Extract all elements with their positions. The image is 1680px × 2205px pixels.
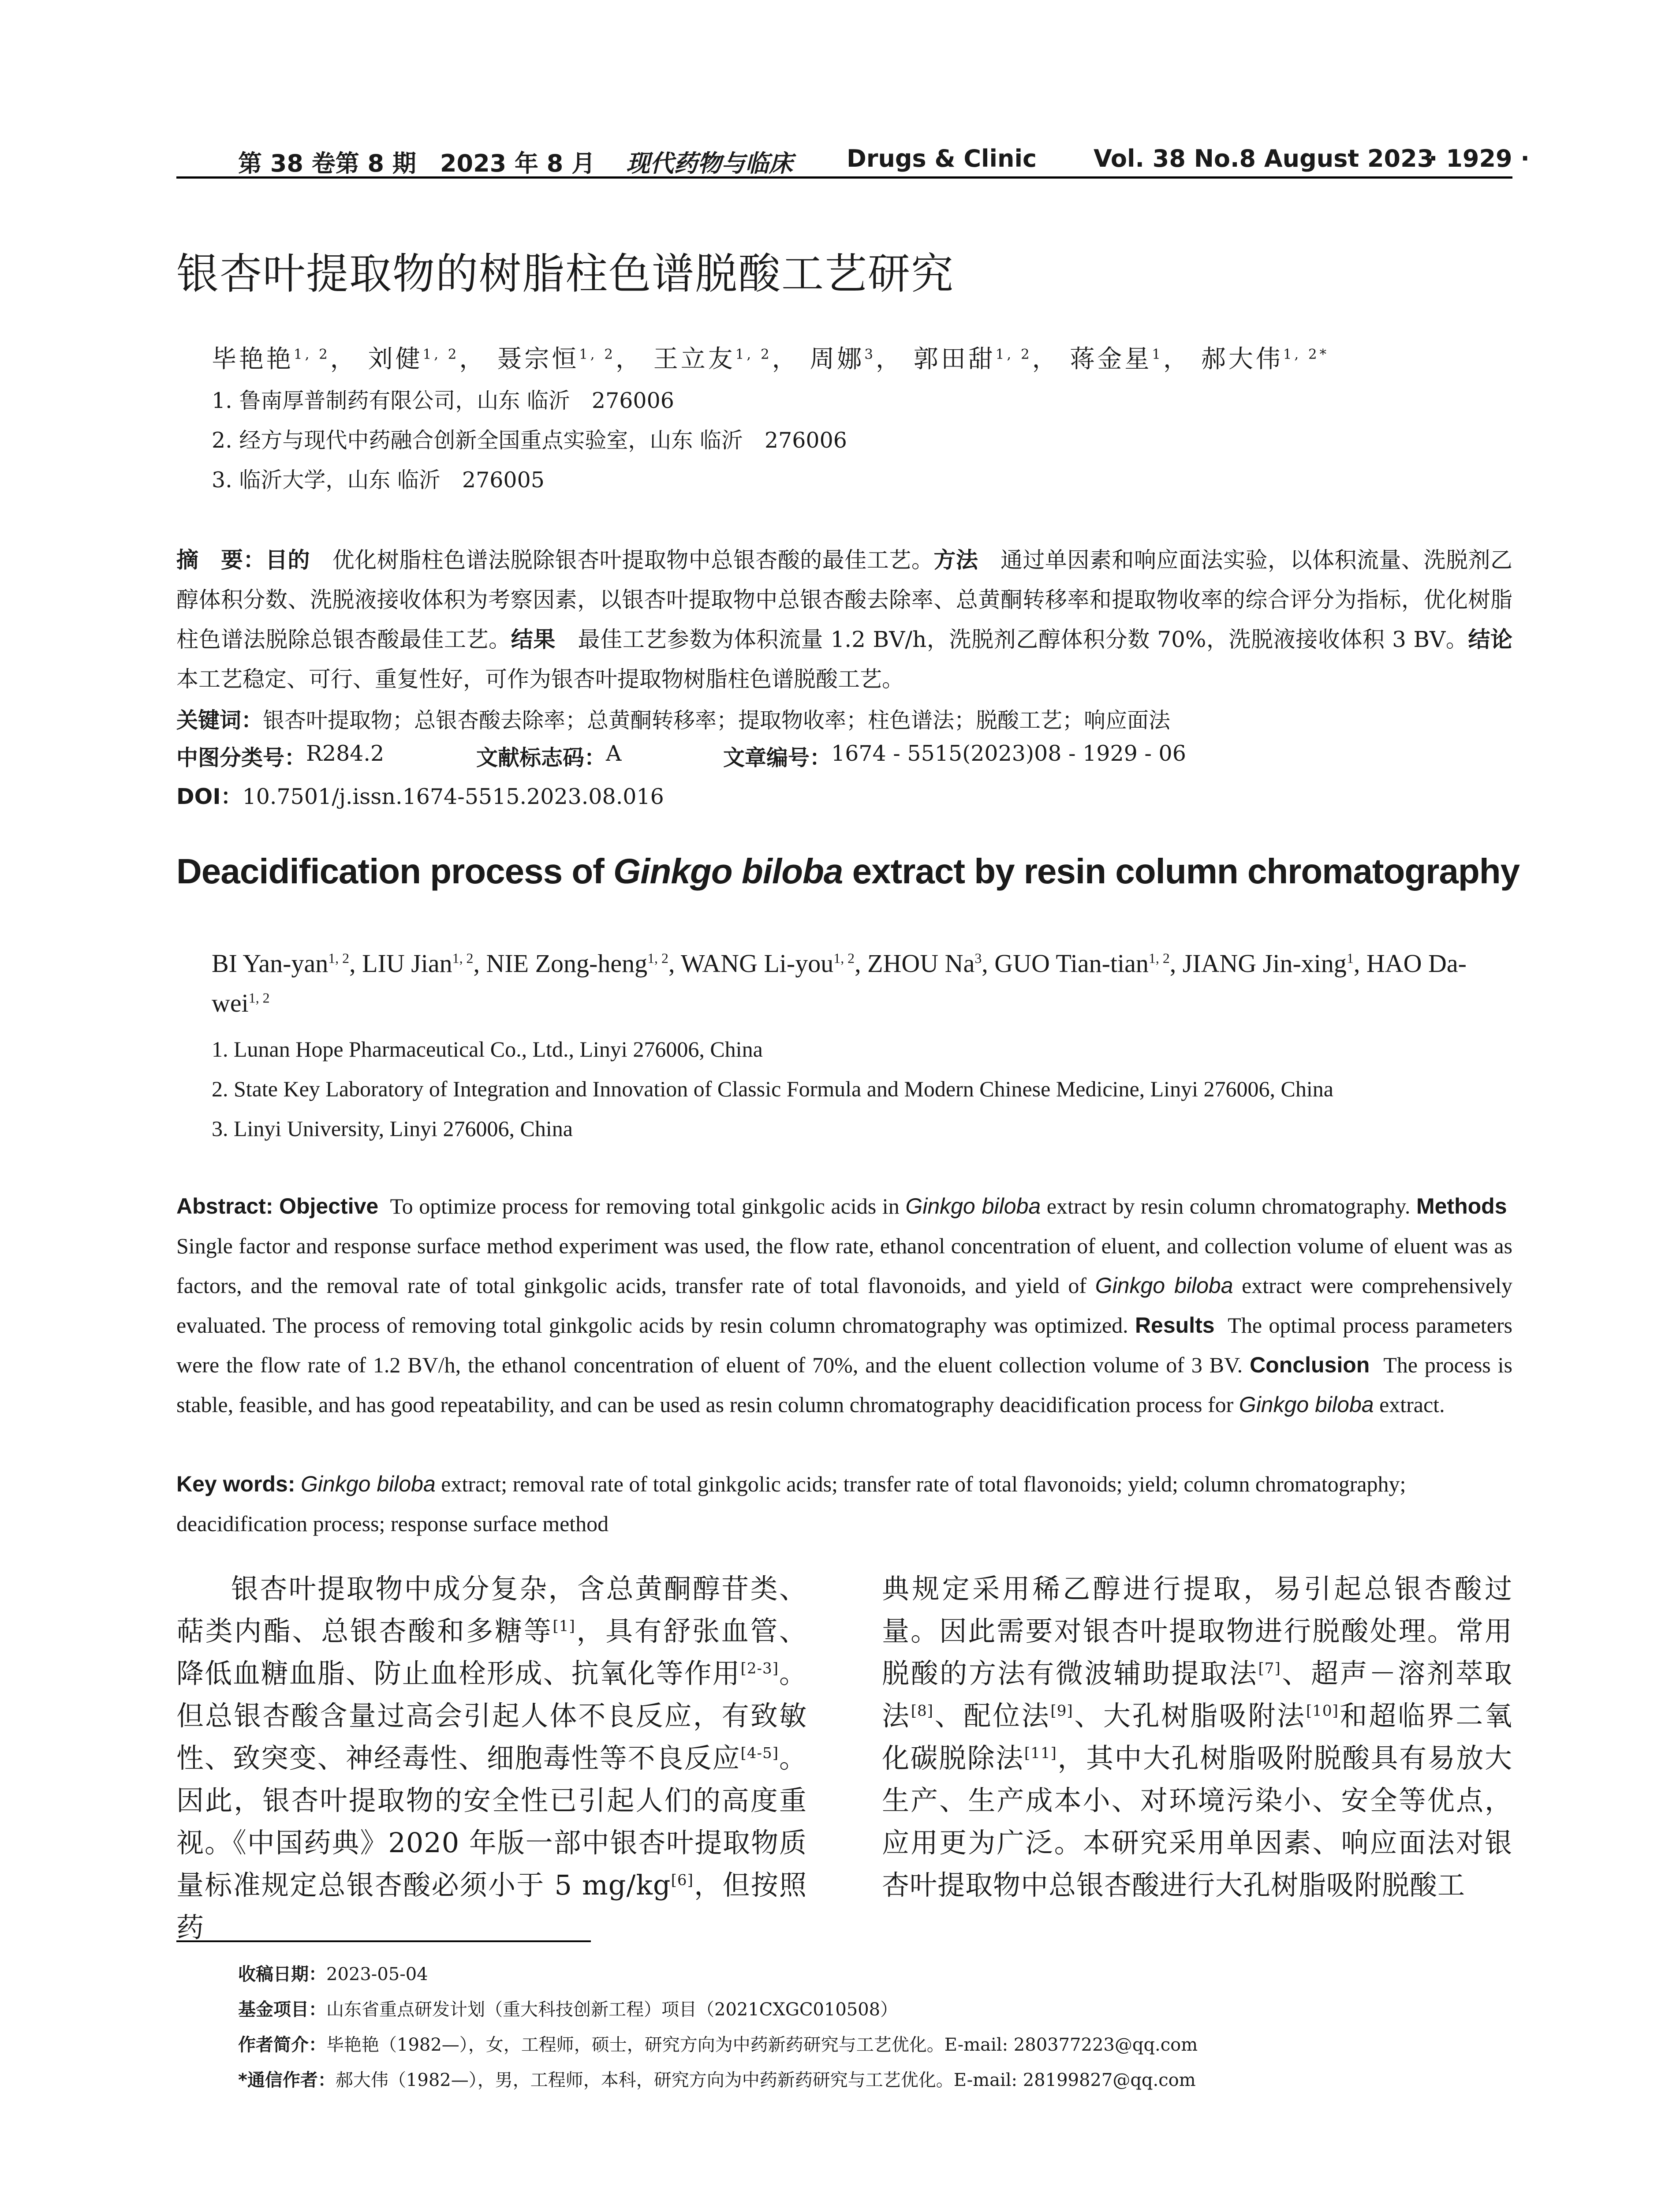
author-affiliation-mark: 1, 2 — [647, 950, 668, 966]
body-text: 银杏叶提取物中成分复杂，含总黄酮醇苷类、萜类内酯、总银杏酸和多糖等 — [176, 1573, 807, 1647]
abstract-cn — [176, 540, 1512, 699]
citation: [4-5] — [740, 1744, 779, 1762]
conclusion-label: Conclusion — [1250, 1353, 1370, 1377]
citation: [2-3] — [740, 1659, 779, 1678]
body-text: ，但按照药 — [176, 1869, 807, 1943]
footnote-text: 2023-05-04 — [326, 1964, 428, 1984]
author-affiliation-mark: 1 — [1346, 950, 1354, 966]
author-cn: 王立友 — [653, 345, 735, 374]
header-journal-cn: 现代药物与临床 — [626, 149, 793, 177]
author-en: BI Yan-yan — [212, 949, 329, 978]
keywords-label: 关键词： — [176, 708, 263, 733]
body-text: 、超声－溶剂萃取法 — [882, 1657, 1512, 1732]
author-cn: 刘健 — [368, 345, 423, 374]
title-cn: 银杏叶提取物的树脂柱色谱脱酸工艺研究 — [176, 249, 954, 299]
author-affiliation-mark: 1, 2 — [294, 346, 330, 363]
doi-label: DOI： — [176, 784, 243, 809]
results-label: Results — [1135, 1313, 1215, 1338]
title-en-part: extract by resin column chromatography — [843, 852, 1520, 891]
doi-value: 10.7501/j.issn.1674-5515.2023.08.016 — [242, 784, 664, 809]
header-journal-en: Drugs & Clinic — [847, 145, 1037, 172]
author-affiliation-mark: 1, 2 — [452, 950, 474, 966]
methods-label: 方法 — [933, 547, 978, 573]
author-affiliation-mark: 1, 2 — [833, 950, 855, 966]
article-no-label: 文章编号： — [723, 745, 832, 770]
conclusion-label: 结论 — [1468, 627, 1513, 652]
author-affiliation-mark: 3 — [974, 950, 982, 966]
author-affiliation-mark: 1, 2 — [422, 346, 459, 363]
clc-value: R284.2 — [306, 741, 385, 766]
body-text: 。但总银杏酸含量过高会引起人体不良反应，有致敏性、致突变、神经毒性、细胞毒性等不良反应 — [176, 1657, 807, 1774]
author-affiliation-mark: 1, 2 — [579, 346, 616, 363]
authors-cn: 毕艳艳$^{1, 2}$， 刘健$^{1, 2}$， 聂宗恒$^{1, 2}$， 王立友$^{1, 2}$， 周娜$^3$， 郭田甜$^{1, 2}$， 蒋金星$^1$， 郝大伟$^{1, 2*}$ — [212, 345, 1329, 374]
citation: [6] — [671, 1871, 694, 1889]
abstract-label: 摘 要： — [176, 547, 266, 573]
affiliation-en: 2. State Key Laboratory of Integration and Innovation of Classic Formula and Modern Chinese Medicine, Linyi 276006, China — [212, 1076, 1333, 1101]
body-text: 、大孔树脂吸附法 — [1073, 1700, 1306, 1732]
doc-code-value: A — [606, 741, 622, 766]
author-en: WANG Li-you — [680, 949, 834, 978]
author-affiliation-mark: 1, 2 — [248, 990, 270, 1006]
author-affiliation-mark: 1, 2 — [995, 346, 1032, 363]
footnote-text: 毕艳艳（1982—），女，工程师，硕士，研究方向为中药新药研究与工艺优化。E-mail: 280377223@qq.com — [326, 2035, 1198, 2055]
author-cn: 郝大伟 — [1201, 345, 1283, 374]
methods-text: extract were comprehensively evaluated. The process of removing total ginkgolic acids by resin column chromatography was optimized. — [176, 1273, 1512, 1338]
body-column-right — [882, 1568, 1512, 1906]
author-en: JIANG Jin-xing — [1182, 949, 1347, 978]
keywords-label: Key words: — [176, 1472, 295, 1496]
affiliation-cn: 1. 鲁南厚普制药有限公司，山东 临沂 276006 — [212, 388, 674, 413]
author-affiliation-mark: 1 — [1152, 346, 1163, 363]
author-en: GUO Tian-tian — [994, 949, 1149, 978]
footnote-received — [238, 1960, 428, 1985]
running-header — [176, 141, 1530, 179]
results-label: 结果 — [511, 627, 556, 652]
affiliation-cn: 2. 经方与现代中药融合创新全国重点实验室，山东 临沂 276006 — [212, 428, 847, 453]
abstract-label: Abstract: — [176, 1194, 273, 1218]
title-en — [176, 851, 1519, 892]
title-en-part: Deacidification process of — [176, 852, 614, 891]
body-text: 和超临界二氧化碳脱除法 — [882, 1700, 1512, 1774]
authors-en: BI Yan-yan$^{1, 2}$, LIU Jian$^{1, 2}$, NIE Zong-heng$^{1, 2}$, WANG Li-you$^{1, 2}$, ZHOU Na$^3$, GUO Tian-tian$^{1, 2}$, JIANG Jin-xing$^1$, HAO Da-wei$^{1, 2}$ — [212, 949, 1467, 1017]
footnote-text: 山东省重点研发计划（重大科技创新工程）项目（2021CXGC010508） — [326, 1999, 898, 2020]
species-name: Ginkgo biloba — [1095, 1273, 1233, 1298]
objective-text: extract by resin column chromatography. — [1041, 1194, 1411, 1218]
footnote-funding — [238, 1996, 898, 2021]
title-en-species: Ginkgo biloba — [613, 852, 843, 891]
species-name: Ginkgo biloba — [905, 1194, 1041, 1218]
body-text: 典规定采用稀乙醇进行提取，易引起总银杏酸过量。因此需要对银杏叶提取物进行脱酸处理。常用脱酸的方法有微波辅助提取法 — [882, 1573, 1512, 1689]
affiliation-en: 3. Linyi University, Linyi 276006, China — [212, 1116, 573, 1141]
citation: [10] — [1306, 1702, 1339, 1720]
footnote-label: 基金项目： — [238, 1999, 326, 2020]
header-issue-en: Vol. 38 No.8 August 2023 — [1094, 145, 1434, 172]
objective-label: Objective — [279, 1194, 379, 1218]
author-cn: 毕艳艳 — [212, 345, 294, 374]
article-no-value: 1674 - 5515(2023)08 - 1929 - 06 — [831, 741, 1186, 766]
keywords-cn — [176, 703, 1170, 734]
keywords-text: extract; removal rate of total ginkgolic acids; transfer rate of total flavonoids; yield; column chromatography; deacidification process; response surface method — [176, 1472, 1406, 1536]
conclusion-text: The process is stable, feasible, and has good repeatability, and can be used as resin column chromatography deacidification process for — [176, 1353, 1513, 1417]
clc-label: 中图分类号： — [176, 745, 306, 770]
conclusion-text: extract. — [1374, 1392, 1445, 1417]
footnote-text: 郝大伟（1982—），男，工程师，本科，研究方向为中药新药研究与工艺优化。E-mail: 28199827@qq.com — [335, 2070, 1196, 2090]
citation: [11] — [1024, 1744, 1057, 1762]
author-en: LIU Jian — [362, 949, 452, 978]
doc-code-label: 文献标志码： — [476, 745, 606, 770]
author-en: NIE Zong-heng — [486, 949, 648, 978]
methods-text: 通过单因素和响应面法实验，以体积流量、洗脱剂乙醇体积分数、洗脱液接收体积为考察因素，以银杏叶提取物中总银杏酸去除率、总黄酮转移率和提取物收率的综合评分为指标，优化树脂柱色谱法脱除总银杏酸最佳工艺。 — [176, 547, 1513, 652]
author-cn: 蒋金星 — [1070, 345, 1152, 374]
results-text: 最佳工艺参数为体积流量 1.2 BV/h，洗脱剂乙醇体积分数 70%，洗脱液接收体积 3 BV。 — [578, 627, 1468, 652]
affiliation-en: 1. Lunan Hope Pharmaceutical Co., Ltd., Linyi 276006, China — [212, 1037, 763, 1061]
author-en: ZHOU Na — [867, 949, 975, 978]
author-affiliation-mark: 1, 2 — [328, 950, 350, 966]
citation: [9] — [1050, 1702, 1073, 1720]
footnote-label: *通信作者： — [238, 2070, 336, 2090]
header-issue-cn: 第 38 卷第 8 期 2023 年 8 月 — [238, 149, 596, 177]
objective-label: 目的 — [265, 547, 310, 573]
author-cn: 郭田甜 — [913, 345, 996, 374]
author-affiliation-mark: 3 — [864, 346, 876, 363]
conclusion-text: 本工艺稳定、可行、重复性好，可作为银杏叶提取物树脂柱色谱脱酸工艺。 — [176, 666, 904, 692]
affiliation-cn: 3. 临沂大学，山东 临沂 276005 — [212, 467, 545, 493]
body-text: ，具有舒张血管、降低血糖血脂、防止血栓形成、抗氧化等作用 — [176, 1615, 807, 1689]
species-name: Ginkgo biloba — [1239, 1392, 1374, 1417]
classification-line — [176, 741, 1512, 772]
footnote-divider — [176, 1940, 591, 1942]
methods-text: Single factor and response surface method experiment was used, the flow rate, ethanol concentration of eluent, and collection volume of eluent was as factors, and the removal rate of total ginkgolic acids, transfer rate of total flavonoids, and yield of — [176, 1233, 1512, 1298]
footnote-author-bio — [238, 2031, 1198, 2056]
author-cn: 周娜 — [810, 345, 865, 374]
author-cn: 聂宗恒 — [497, 345, 579, 374]
doi-line — [176, 780, 664, 811]
author-affiliation-mark: 1, 2 — [735, 346, 772, 363]
citation: [7] — [1258, 1659, 1281, 1678]
author-affiliation-mark: 1, 2 — [1148, 950, 1170, 966]
keywords-en — [176, 1464, 1512, 1544]
methods-label: Methods — [1416, 1194, 1507, 1218]
header-page-number: · 1929 · — [1429, 145, 1530, 172]
species-name: Ginkgo biloba — [301, 1472, 436, 1496]
objective-text: 优化树脂柱色谱法脱除银杏叶提取物中总银杏酸的最佳工艺。 — [332, 547, 934, 573]
objective-text: To optimize process for removing total ginkgolic acids in — [390, 1194, 906, 1218]
body-text: ，其中大孔树脂吸附脱酸具有易放大生产、生产成本小、对环境污染小、安全等优点，应用更为广泛。本研究采用单因素、响应面法对银杏叶提取物中总银杏酸进行大孔树脂吸附脱酸工 — [882, 1742, 1512, 1901]
footnote-label: 作者简介： — [238, 2035, 326, 2055]
body-text: 。因此，银杏叶提取物的安全性已引起人们的高度重视。《中国药典》2020 年版一部中银杏叶提取物质量标准规定总银杏酸必须小于 5 mg/kg — [176, 1742, 807, 1901]
footnote-corresponding-author — [238, 2066, 1196, 2091]
body-column-left — [176, 1568, 807, 1949]
citation: [8] — [911, 1702, 933, 1720]
abstract-en — [176, 1186, 1512, 1424]
body-text: 、配位法 — [933, 1700, 1051, 1732]
footnote-label: 收稿日期： — [238, 1964, 326, 1984]
keywords-text: 银杏叶提取物；总银杏酸去除率；总黄酮转移率；提取物收率；柱色谱法；脱酸工艺；响应面法 — [263, 708, 1171, 733]
author-en: HAO Da-wei — [212, 949, 1467, 1017]
results-text: The optimal process parameters were the flow rate of 1.2 BV/h, the ethanol concentration of eluent of 70%, and the eluent collection volume of 3 BV. — [176, 1313, 1512, 1377]
author-affiliation-mark: 1, 2* — [1283, 346, 1329, 363]
citation: [1] — [553, 1617, 575, 1635]
